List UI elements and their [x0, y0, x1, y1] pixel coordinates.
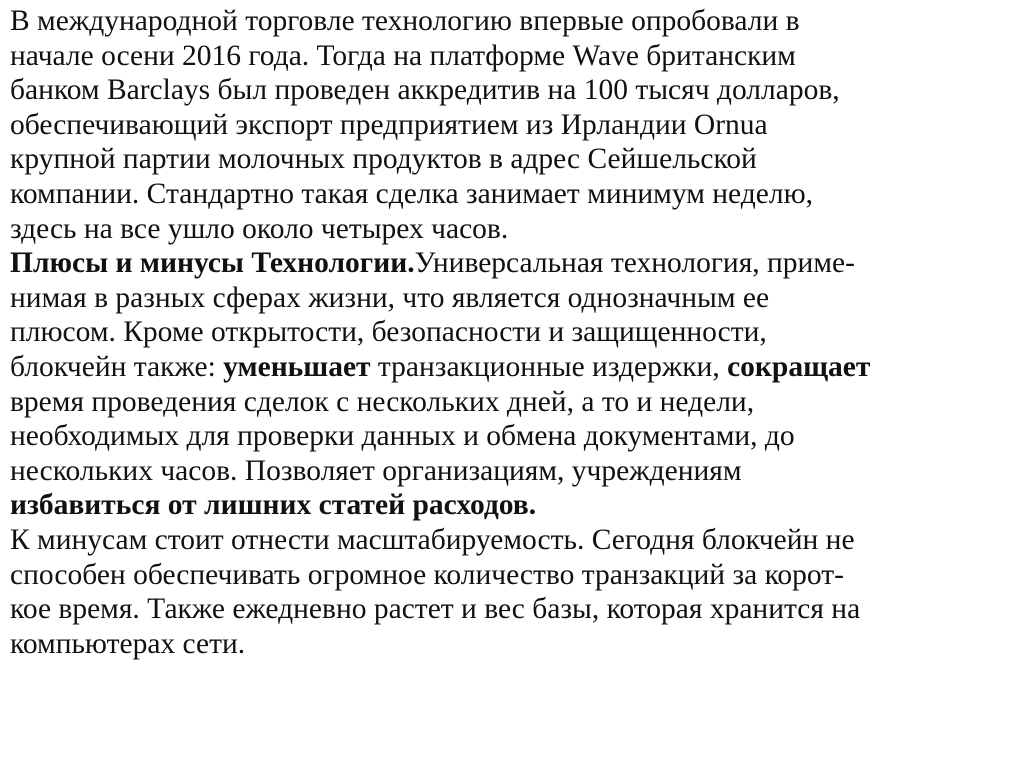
paragraph [10, 4, 1020, 246]
text-line [10, 419, 1020, 454]
document-page [10, 4, 1020, 661]
text-line [10, 627, 1020, 662]
text-line [10, 212, 1020, 247]
text-segment: кое время. Также ежедневно растет и вес базы, которая хранится на [10, 593, 861, 626]
text-line [10, 488, 1020, 523]
text-line [10, 177, 1020, 212]
text-segment: банком Barclays был проведен аккредитив на 100 тысяч долларов, [10, 74, 840, 107]
text-line [10, 39, 1020, 74]
paragraph [10, 523, 1020, 661]
text-segment: блокчейн также: [10, 350, 224, 383]
text-line [10, 108, 1020, 143]
bold-text: избавиться от лишних статей расходов. [10, 489, 537, 522]
text-segment: компании. Стандартно такая сделка занимает минимум неделю, [10, 177, 813, 210]
text-line [10, 350, 1020, 385]
text-line [10, 73, 1020, 108]
text-segment: способен обеспечивать огромное количество транзакций за корот- [10, 558, 844, 591]
text-segment: начале осени 2016 года. Тогда на платформе Wave британским [10, 39, 796, 72]
text-segment: крупной партии молочных продуктов в адрес Сейшельской [10, 143, 757, 176]
text-segment: необходимых для проверки данных и обмена документами, до [10, 420, 795, 453]
bold-text: Плюсы и минусы Технологии. [10, 247, 415, 280]
text-segment: компьютерах сети. [10, 627, 246, 660]
text-segment: плюсом. Кроме открытости, безопасности и защищенности, [10, 316, 767, 349]
text-segment: здесь на все ушло около четырех часов. [10, 212, 509, 245]
paragraph [10, 246, 1020, 523]
text-line [10, 315, 1020, 350]
text-line [10, 281, 1020, 316]
text-segment: нескольких часов. Позволяет организациям, учреждениям [10, 454, 742, 487]
text-line [10, 558, 1020, 593]
text-line [10, 592, 1020, 627]
text-segment: К минусам стоит отнести масштабируемость. Сегодня блокчейн не [10, 523, 855, 556]
text-segment: В международной торговле технологию впервые опробовали в [10, 5, 800, 37]
text-line [10, 142, 1020, 177]
text-line [10, 454, 1020, 489]
text-segment: время проведения сделок с нескольких дней, а то и недели, [10, 385, 755, 418]
text-line [10, 246, 1020, 281]
text-segment: нимая в разных сферах жизни, что является однозначным ее [10, 281, 770, 314]
bold-text: сокращает [727, 350, 871, 383]
bold-text: уменьшает [223, 350, 371, 383]
text-segment: Универсальная технология, приме- [414, 247, 855, 280]
text-line [10, 523, 1020, 558]
text-segment: транзакционные издержки, [370, 350, 728, 383]
text-segment: обеспечивающий экспорт предприятием из Ирландии Ornua [10, 108, 768, 141]
text-line [10, 385, 1020, 420]
text-line [10, 4, 1020, 39]
